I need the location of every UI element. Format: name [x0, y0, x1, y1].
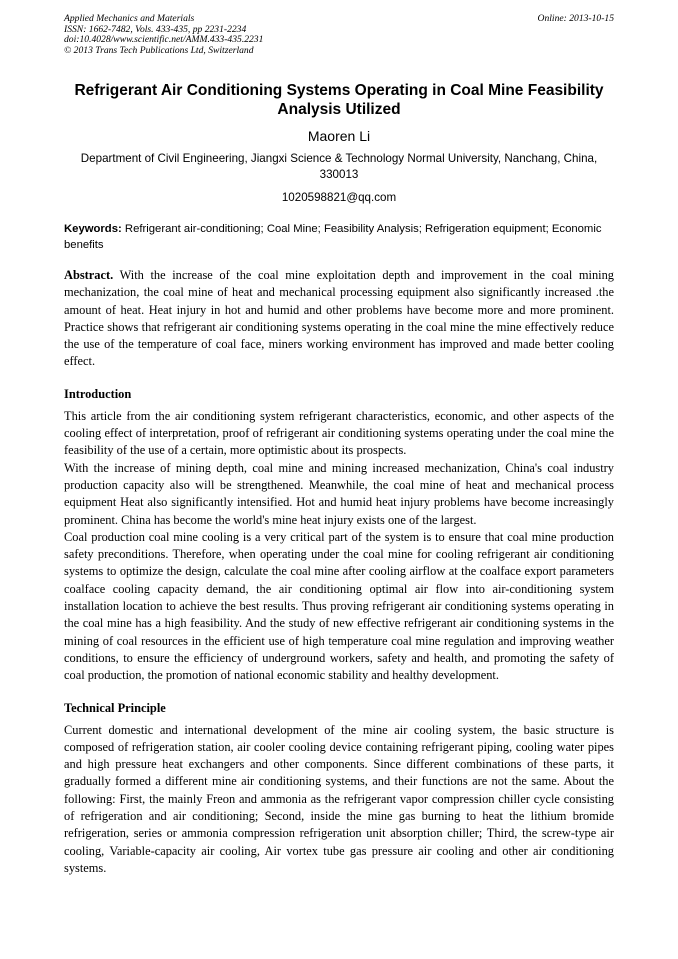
technical-principle-paragraph: Current domestic and international development of the mine air cooling system, the basic structure is composed of refrigeration station, air cooler cooling device containing refrigerant piping, cooling water pipes and high pressure heat exchangers and other components. Since different combinations of these parts, it gradually formed a different mine air conditioning systems, and their functions are not the same. About the following: First, the mainly Freon and ammonia as the refrigerant vapor compression chiller cycle consisting of refrigeration and air conditioning; Second, inside the mine gas burning to heat the lithium bromide refrigeration, series or ammonia compression refrigeration unit absorption chiller; Third, the screw-type air cooling, Variable-capacity air cooling, Air vortex tube gas pressure air cooling and other air conditioning systems.: [64, 722, 614, 875]
author-affiliation: Department of Civil Engineering, Jiangxi Science & Technology Normal University, Nanchang, China, 330013: [80, 152, 598, 181]
introduction-paragraph: With the increase of mining depth, coal mine and mining increased mechanization, China's coal industry production capacity also will be strengthened. Meanwhile, the coal mine of heat and mechanical process equipment Heat also significantly intensified. Hot and humid heat injury problems have become increasingly prominent. China has become the world's mine heat injury exists one of the largest.: [64, 460, 614, 527]
introduction-paragraph: This article from the air conditioning system refrigerant characteristics, economic, and other aspects of the cooling effect of interpretation, proof of refrigerant air conditioning systems operating under the coal mine the feasibility of the use of a certain, more optimistic about its prospects.: [64, 408, 614, 458]
keywords-block: [64, 222, 614, 253]
keywords-text: Refrigerant air-conditioning; Coal Mine; Feasibility Analysis; Refrigeration equipment; Economic benefits: [64, 223, 602, 251]
technical-principle-heading: Technical Principle: [64, 700, 166, 715]
journal-name: Applied Mechanics and Materials: [64, 13, 195, 24]
author-email: 1020598821@qq.com: [281, 191, 397, 204]
journal-header: [64, 14, 614, 66]
introduction-heading: Introduction: [64, 386, 132, 401]
abstract-label: Abstract.: [64, 268, 114, 282]
keywords-label: Keywords:: [64, 223, 122, 235]
abstract-text: With the increase of the coal mine exploitation depth and improvement in the coal mining mechanization, the coal mine of heat and mechanical processing equipment also significantly increased .the amount of heat. Heat injury in hot and humid and other problems have become more and more prominent. Practice shows that refrigerant air conditioning systems operating in the coal mine the mine effectively reduce the use of the temperature of coal face, miners working environment has improved and made better cooling effect.: [64, 268, 614, 369]
issn-line: ISSN: 1662-7482, Vols. 433-435, pp 2231-2234: [64, 23, 247, 35]
paper-title: Refrigerant Air Conditioning Systems Operating in Coal Mine Feasibility Analysis Utilized: [74, 82, 604, 118]
author-name: Maoren Li: [307, 128, 371, 144]
online-date: Online: 2013-10-15: [537, 13, 614, 24]
copyright-line: © 2013 Trans Tech Publications Ltd, Switzerland: [64, 44, 254, 56]
paper-page: [64, 14, 614, 877]
abstract-block: [64, 267, 614, 371]
introduction-paragraph: Coal production coal mine cooling is a very critical part of the system is to ensure that coal mine production safety preconditions. Therefore, when operating under the coal mine for cooling refrigerant air conditioning systems to optimize the design, calculate the coal mine after cooling airflow at the coalface export parameters coalface cooling capacity demand, the air conditioning optimal air flow into air-conditioning system installation location to achieve the best results. Thus proving refrigerant air conditioning systems operating in the coal mine has a high feasibility. And the study of new effective refrigerant air conditioning systems in the mining of coal resources in the efficient use of high temperature coal mine regulation and improving weather conditions, to ensure the efficiency of underground workers, safety and health, and promoting the safety of coal production, the promotion of national economic stability and healthy development.: [64, 529, 614, 683]
doi-line: doi:10.4028/www.scientific.net/AMM.433-435.2231: [64, 34, 264, 45]
